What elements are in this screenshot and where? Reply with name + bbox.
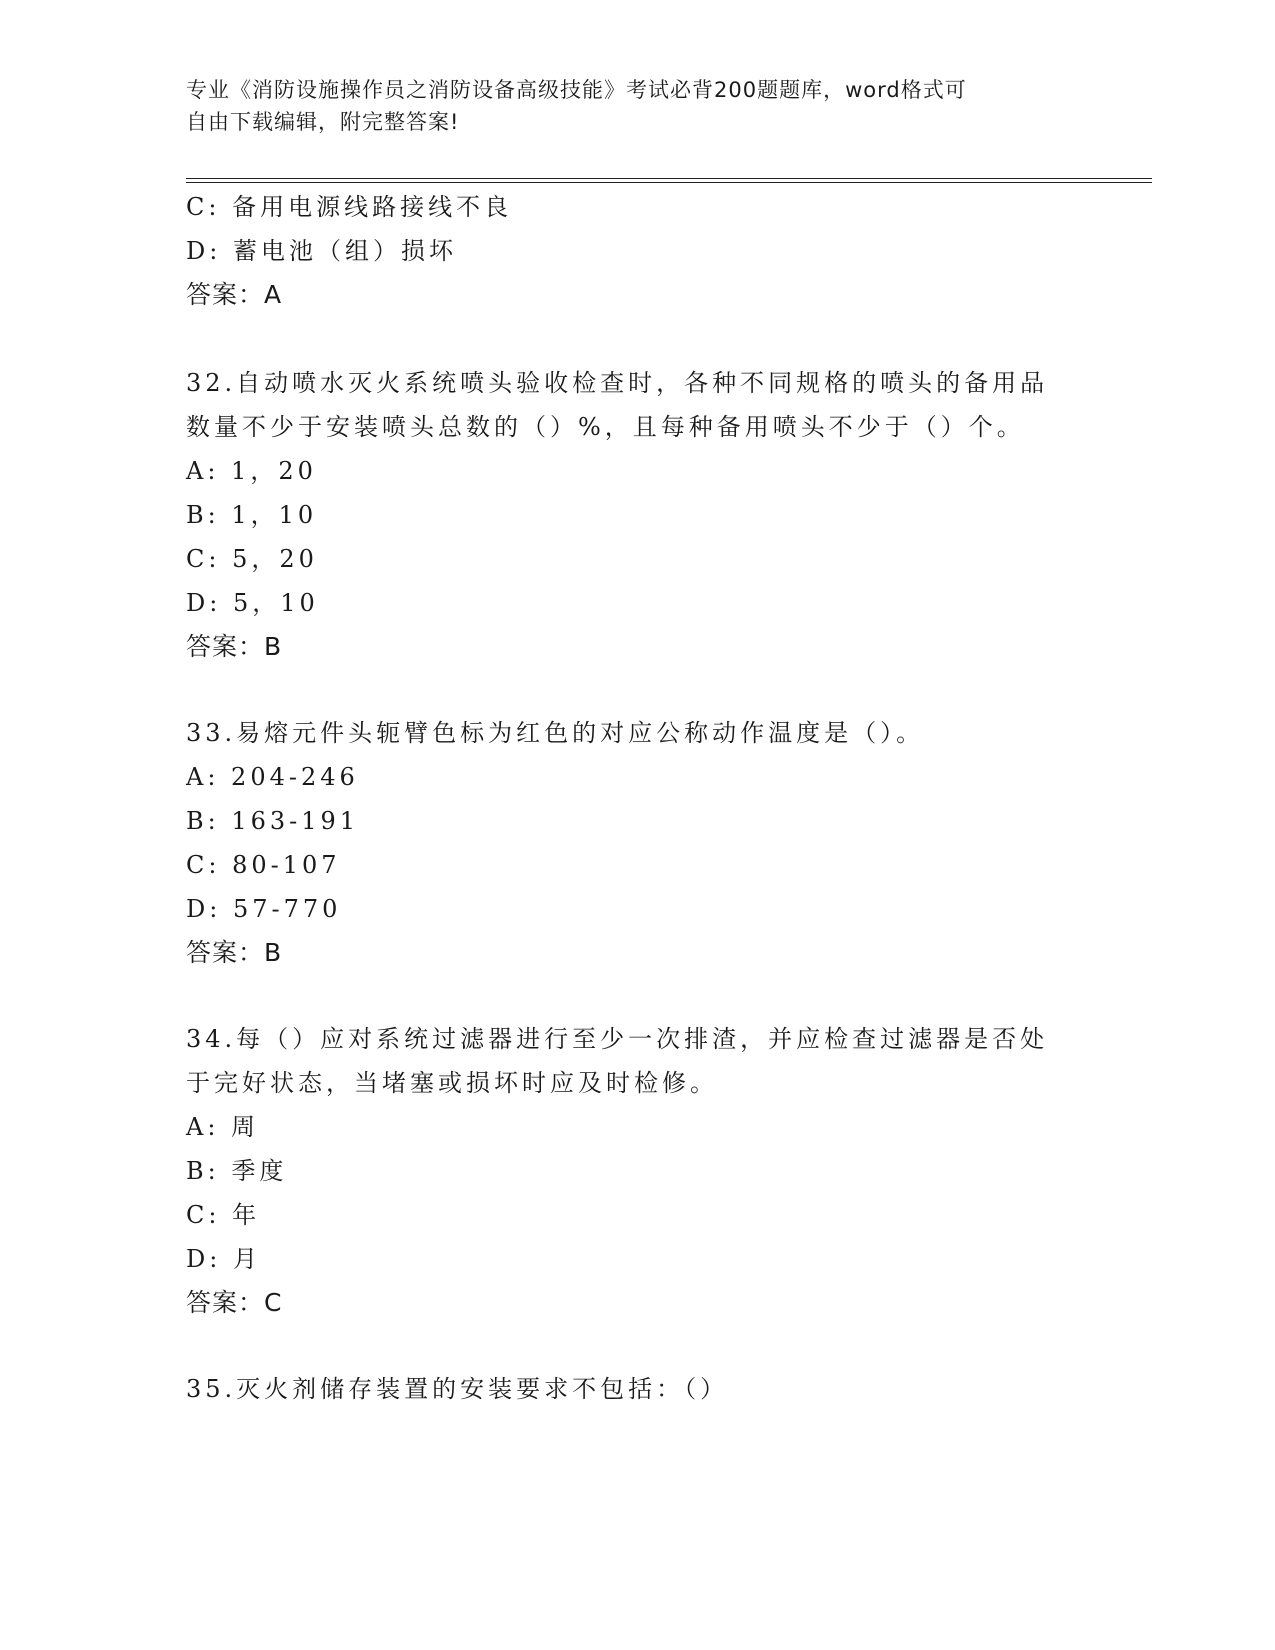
header-line-1: 专业《消防设施操作员之消防设备高级技能》考试必背200题题库，word格式可 <box>186 78 967 102</box>
q31-answer: 答案：A <box>186 280 283 309</box>
q34-text-line-1: 34.每（）应对系统过滤器进行至少一次排渣，并应检查过滤器是否处 <box>186 1025 1049 1053</box>
q35-text-line-1: 35.灭火剂储存装置的安装要求不包括：（） <box>186 1375 729 1403</box>
q33-option-b: B: 163-191 <box>186 807 360 835</box>
q32-option-d: D: 5，10 <box>186 589 319 617</box>
q33-option-a: A: 204-246 <box>186 763 359 791</box>
header-divider-bottom <box>186 182 1152 183</box>
q34-option-b: B: 季度 <box>186 1157 288 1185</box>
q32-text-line-2: 数量不少于安装喷头总数的（）%，且每种备用喷头不少于（）个。 <box>186 413 1025 441</box>
q33-option-c: C: 80-107 <box>186 851 341 879</box>
q32-option-c: C: 5，20 <box>186 545 318 573</box>
header-divider-top <box>186 178 1152 179</box>
q31-option-c: C: 备用电源线路接线不良 <box>186 193 513 221</box>
q34-text-line-2: 于完好状态，当堵塞或损坏时应及时检修。 <box>186 1069 718 1097</box>
q34-option-a: A: 周 <box>186 1113 260 1141</box>
q34-option-d: D: 月 <box>186 1245 261 1273</box>
q31-option-d: D: 蓄电池（组）损坏 <box>186 237 457 265</box>
q33-answer: 答案：B <box>186 938 283 967</box>
q32-answer: 答案：B <box>186 632 283 661</box>
q33-option-d: D: 57-770 <box>186 895 342 923</box>
document-header <box>186 74 1066 138</box>
q32-text-line-1: 32.自动喷水灭火系统喷头验收检查时，各种不同规格的喷头的备用品 <box>186 369 1049 397</box>
q32-option-b: B: 1，10 <box>186 501 318 529</box>
q34-option-c: C: 年 <box>186 1201 261 1229</box>
q34-answer: 答案：C <box>186 1288 283 1317</box>
q33-text-line-1: 33.易熔元件头轭臂色标为红色的对应公称动作温度是（）。 <box>186 719 925 747</box>
header-line-2: 自由下载编辑，附完整答案! <box>186 110 460 134</box>
q32-option-a: A: 1，20 <box>186 457 317 485</box>
